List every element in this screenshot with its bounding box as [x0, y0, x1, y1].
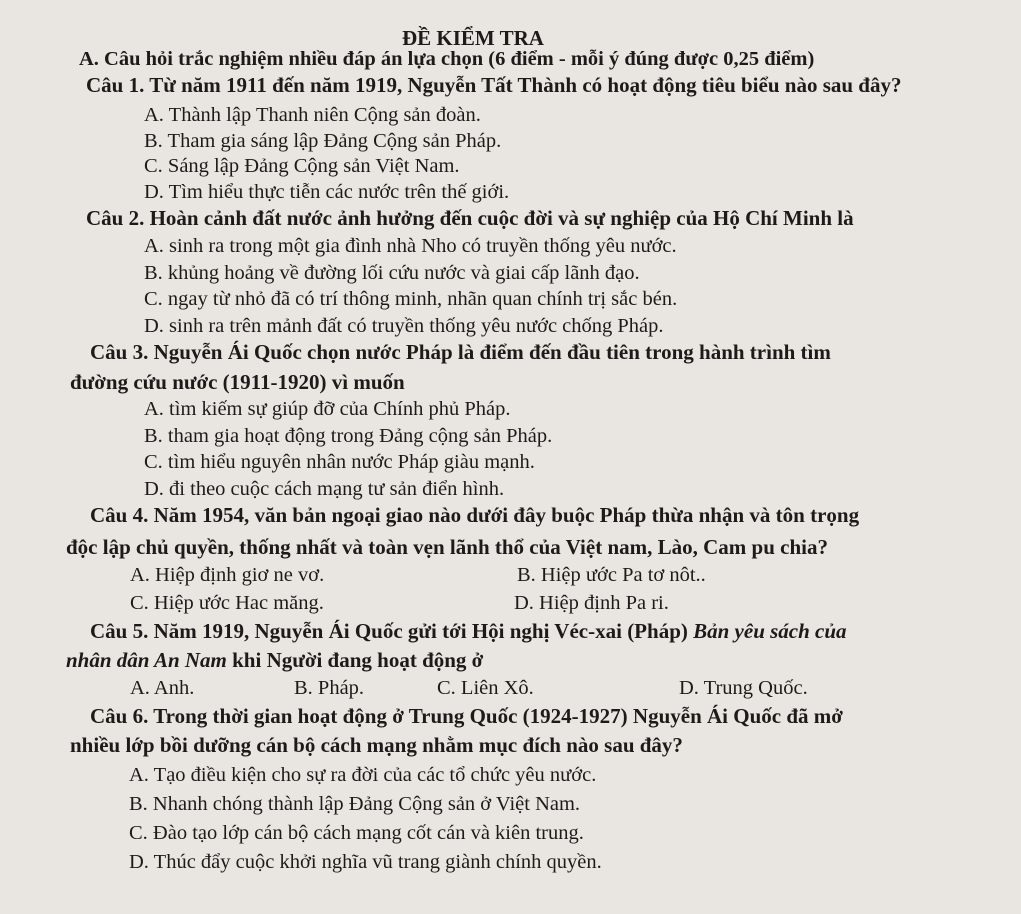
question-6-option-c: C. Đào tạo lớp cán bộ cách mạng cốt cán và kiên trung. [129, 822, 584, 844]
question-4-stem-line-1: Câu 4. Năm 1954, văn bản ngoại giao nào dưới đây buộc Pháp thừa nhận và tôn trọng [90, 503, 860, 527]
question-2-option-b: B. khủng hoảng về đường lối cứu nước và giai cấp lãnh đạo. [144, 262, 640, 284]
question-3-option-b: B. tham gia hoạt động trong Đảng cộng sản Pháp. [144, 425, 553, 447]
question-5-stem-line-1 [90, 621, 847, 642]
question-1-option-b: B. Tham gia sáng lập Đảng Cộng sản Pháp. [144, 130, 502, 152]
question-2-option-c: C. ngay từ nhỏ đã có trí thông minh, nhãn quan chính trị sắc bén. [144, 288, 678, 310]
question-2-option-d: D. sinh ra trên mảnh đất có truyền thống yêu nước chống Pháp. [144, 315, 664, 337]
question-5-option-d: D. Trung Quốc. [679, 677, 808, 699]
question-2-stem: Câu 2. Hoàn cảnh đất nước ảnh hưởng đến cuộc đời và sự nghiệp của Hộ Chí Minh là [86, 206, 854, 230]
exam-title: ĐỀ KIỂM TRA [402, 26, 544, 50]
question-5-option-b: B. Pháp. [294, 677, 365, 699]
question-6-option-a: A. Tạo điều kiện cho sự ra đời của các tổ chức yêu nước. [129, 764, 597, 786]
question-6-stem-line-2: nhiều lớp bồi dưỡng cán bộ cách mạng nhằm mục đích nào sau đây? [70, 733, 683, 757]
question-2-option-a: A. sinh ra trong một gia đình nhà Nho có truyền thống yêu nước. [144, 235, 677, 257]
question-4-option-d: D. Hiệp định Pa ri. [514, 592, 669, 614]
question-1-option-c: C. Sáng lập Đảng Cộng sản Việt Nam. [144, 155, 460, 177]
question-5-italic-title-part-2: nhân dân An Nam [66, 648, 227, 672]
question-5-stem-text-2: khi Người đang hoạt động ở [232, 648, 484, 672]
question-4-option-b: B. Hiệp ước Pa tơ nôt.. [517, 564, 706, 586]
question-4-stem-line-2: độc lập chủ quyền, thống nhất và toàn vẹn lãnh thổ của Việt nam, Lào, Cam pu chia? [66, 535, 828, 559]
question-6-option-d: D. Thúc đẩy cuộc khởi nghĩa vũ trang giành chính quyền. [129, 851, 602, 873]
question-5-stem-text: Câu 5. Năm 1919, Nguyễn Ái Quốc gửi tới Hội nghị Véc-xai (Pháp) [90, 619, 688, 643]
question-3-option-a: A. tìm kiếm sự giúp đỡ của Chính phủ Pháp. [144, 398, 511, 420]
question-1-option-a: A. Thành lập Thanh niên Cộng sản đoàn. [144, 104, 481, 126]
question-4-option-a: A. Hiệp định giơ ne vơ. [130, 564, 325, 586]
question-6-option-b: B. Nhanh chóng thành lập Đảng Cộng sản ở Việt Nam. [129, 793, 581, 815]
question-5-italic-title-part-1: Bản yêu sách của [693, 619, 847, 643]
question-3-option-d: D. đi theo cuộc cách mạng tư sản điển hình. [144, 478, 505, 500]
question-5-option-c: C. Liên Xô. [437, 677, 534, 699]
question-5-stem-line-2 [66, 650, 483, 671]
question-4-option-c: C. Hiệp ước Hac măng. [130, 592, 324, 614]
question-3-option-c: C. tìm hiểu nguyên nhân nước Pháp giàu mạnh. [144, 451, 535, 473]
question-5-option-a: A. Anh. [130, 677, 195, 699]
question-6-stem-line-1: Câu 6. Trong thời gian hoạt động ở Trung Quốc (1924-1927) Nguyễn Ái Quốc đã mở [90, 704, 843, 728]
section-heading: A. Câu hỏi trắc nghiệm nhiều đáp án lựa chọn (6 điểm - mỗi ý đúng được 0,25 điểm) [79, 48, 815, 70]
question-1-option-d: D. Tìm hiểu thực tiễn các nước trên thế giới. [144, 181, 510, 203]
question-3-stem-line-2: đường cứu nước (1911-1920) vì muốn [70, 370, 405, 394]
question-3-stem-line-1: Câu 3. Nguyễn Ái Quốc chọn nước Pháp là điểm đến đầu tiên trong hành trình tìm [90, 340, 831, 364]
question-1-stem: Câu 1. Từ năm 1911 đến năm 1919, Nguyễn Tất Thành có hoạt động tiêu biểu nào sau đây? [86, 73, 902, 97]
